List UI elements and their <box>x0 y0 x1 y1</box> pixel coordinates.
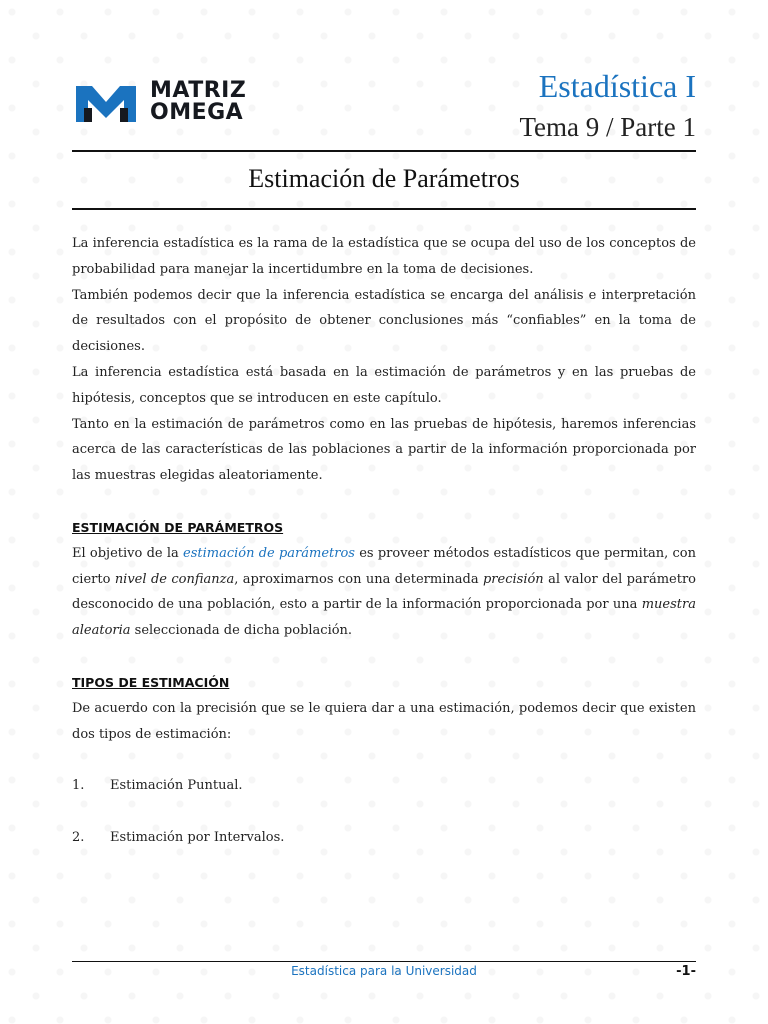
course-title: Estadística I <box>538 68 696 104</box>
list-item <box>72 773 696 799</box>
logo-line-1: MATRIZ <box>150 78 247 103</box>
intro-paragraph-4: Tanto en la estimación de parámetros como en las pruebas de hipótesis, haremos inferencias acerca de las características de las poblaciones a partir de la información proporcionada por las muestras elegidas aleatoriamente. <box>72 416 696 484</box>
list-number: 1. <box>72 778 85 794</box>
list-item <box>72 825 696 851</box>
footer-rule <box>72 961 696 962</box>
term-nivel-confianza: nivel de confianza <box>114 571 235 587</box>
title-rule <box>72 208 696 210</box>
footer-text: Estadística para la Universidad <box>291 964 477 978</box>
matriz-omega-logo-icon <box>72 78 140 126</box>
intro-paragraph-2: También podemos decir que la inferencia estadística se encarga del análisis e interpretación de resultados con el propósito de obtener conclusiones más “confiables” en la toma de decisiones. <box>72 287 696 355</box>
document-title: Estimación de Parámetros <box>248 164 520 193</box>
logo-line-2: OMEGA <box>150 100 244 125</box>
list-number: 2. <box>72 830 85 846</box>
header-rule <box>72 150 696 152</box>
intro-paragraph-3: La inferencia estadística está basada en la estimación de parámetros y en las pruebas de hipótesis, conceptos que se introducen en este capítulo. <box>72 364 696 406</box>
term-precision: precisión <box>482 571 544 587</box>
term-estimacion-parametros: estimación de parámetros <box>183 545 355 561</box>
section-paragraph-tipos: De acuerdo con la precisión que se le quiera dar a una estimación, podemos decir que existen dos tipos de estimación: <box>72 700 696 742</box>
course-subtitle: Tema 9 / Parte 1 <box>519 112 696 142</box>
document-body <box>72 231 696 851</box>
term-muestra-aleatoria: muestra aleatoria <box>72 597 696 639</box>
logo <box>72 78 246 126</box>
intro-paragraph-1: La inferencia estadística es la rama de la estadística que se ocupa del uso de los conceptos de probabilidad para manejar la incertidumbre en la toma de decisiones. <box>72 236 696 277</box>
section-heading-estimacion: ESTIMACIÓN DE PARÁMETROS <box>72 519 284 535</box>
section-heading-tipos: TIPOS DE ESTIMACIÓN <box>72 674 230 690</box>
page-number: -1- <box>676 964 696 979</box>
section-paragraph-estimacion: El objetivo de la estimación de parámetros es proveer métodos estadísticos que permitan, con cierto nivel de confianza, aproximarnos con una determinada precisión al valor del parámetro desconocido de una población, esto a partir de la información proporcionada por una muestra aleatoria seleccionada de dicha población. <box>72 545 697 639</box>
list-label: Estimación por Intervalos. <box>110 830 285 846</box>
list-label: Estimación Puntual. <box>110 778 243 794</box>
